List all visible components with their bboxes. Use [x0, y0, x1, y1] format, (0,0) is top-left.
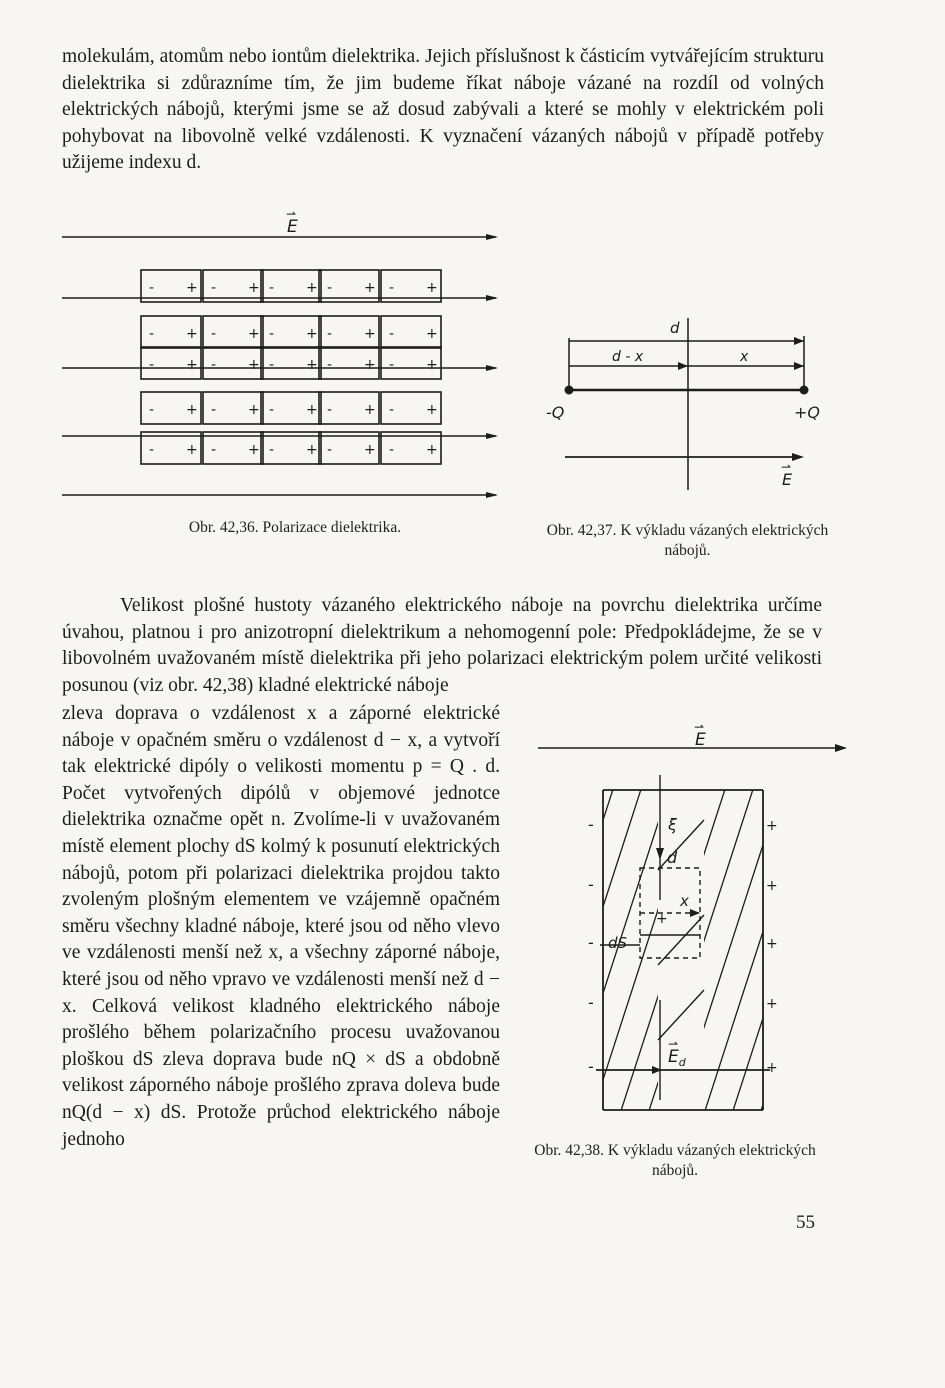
positive-charge: + — [186, 442, 198, 458]
negative-charge: - — [269, 280, 275, 296]
page-number: 55 — [796, 1212, 815, 1233]
svg-text:+: + — [656, 911, 668, 927]
negative-charge: - — [211, 326, 217, 342]
positive-charge: + — [364, 326, 376, 342]
negative-charge: - — [149, 280, 155, 296]
paragraph-surface-density: Velikost plošné hustoty vázaného elektrického náboje na povrchu dielektrika určíme úvahou, platnou i pro anizotropní dielektrikum a nehomogenní pole: Předpokládejme, že se v libovolném uvažovaném místě dielektrika při jeho polarizaci elektrickým polem určité velikosti posunou (viz obr. 42,38) kladné elektrické náboje — [62, 595, 822, 696]
negative-charge: - — [211, 402, 217, 418]
svg-text:⇀: ⇀ — [694, 720, 705, 734]
negative-charge: - — [269, 442, 275, 458]
positive-charge: + — [306, 280, 318, 296]
surface-positive-charge: + — [766, 996, 778, 1012]
negative-charge: - — [389, 326, 395, 342]
negative-charge: - — [269, 402, 275, 418]
negative-charge: - — [211, 442, 217, 458]
paragraph-intro: molekulám, atomům nebo iontům dielektrika. Jejich příslušnost k částicím vytvářejícím strukturu dielektrika si zdůrazníme tím, že jim budeme říkat náboje vázané na rozdíl od volných elektrických nábojů, kterými jsme se až dosud zabývali a které se mohly v elektrickém poli pohybovat na libovolně velké vzdálenosti. K vyznačení vázaných nábojů v případě potřeby užijeme indexu d. — [62, 46, 824, 174]
positive-charge: + — [364, 280, 376, 296]
caption-fig37: Obr. 42,37. K výkladu vázaných elektrických nábojů. — [546, 522, 829, 559]
positive-charge: + — [426, 442, 438, 458]
fig38-field-label: E — [695, 730, 706, 750]
fig38-label-ed: $E_d$ — [668, 1047, 686, 1069]
positive-charge: + — [426, 280, 438, 296]
positive-charge: + — [364, 357, 376, 373]
surface-positive-charge: + — [766, 936, 778, 952]
negative-charge: - — [211, 280, 217, 296]
negative-charge: - — [149, 442, 155, 458]
positive-charge: + — [426, 357, 438, 373]
caption-fig36: Obr. 42,36. Polarizace dielektrika. — [188, 519, 402, 536]
fig37-label-neg-q: -Q — [546, 403, 565, 422]
positive-charge: + — [248, 357, 260, 373]
negative-charge: - — [269, 357, 275, 373]
positive-charge: + — [186, 402, 198, 418]
negative-charge: - — [389, 442, 395, 458]
surface-positive-charge: + — [766, 1060, 778, 1076]
positive-charge: + — [364, 402, 376, 418]
negative-charge: - — [327, 357, 333, 373]
positive-charge: + — [306, 357, 318, 373]
positive-charge: + — [186, 357, 198, 373]
svg-text:⇀: ⇀ — [781, 460, 792, 474]
negative-charge: - — [389, 357, 395, 373]
paragraph-dipole-derivation: zleva doprava o vzdálenost x a záporné elektrické náboje v opačném směru o vzdálenost d − x, a vytvoří tak elektrické dipóly o velikosti momentu p = Q . d. Počet vytvořených dipólů v objemové jednotce dielektrika označme opět n. Zvolíme-li v uvažovaném místě element plochy dS kolmý k posunutí elektrických nábojů, potom při polarizaci dielektrika projdou takto zvoleným plošným elementem ve vzájemně opačném směru všechny kladné náboje, které jsou od něho vlevo ve vzdálenosti menší než x, a všechny záporné náboje, které jsou od něho vpravo ve vzdálenosti menší než d − x. Celková velikost kladného elektrického náboje prošlého během polarizačního procesu uvažovanou ploškou dS zleva doprava bude nQ × dS a obdobně velikost záporného náboje prošlého zprava doleva bude nQ(d − x) dS. Protože průchod elektrického náboje jednoho — [62, 703, 500, 1150]
positive-charge: + — [364, 442, 376, 458]
negative-charge: - — [389, 402, 395, 418]
negative-charge: - — [327, 326, 333, 342]
surface-negative-charge: - — [588, 1057, 594, 1076]
positive-charge: + — [426, 402, 438, 418]
fig37-label-x: x — [740, 349, 749, 365]
negative-charge: - — [211, 357, 217, 373]
surface-negative-charge: - — [588, 815, 594, 834]
surface-negative-charge: - — [588, 993, 594, 1012]
svg-text:⇀: ⇀ — [668, 1037, 679, 1051]
positive-charge: + — [248, 402, 260, 418]
positive-charge: + — [248, 280, 260, 296]
positive-charge: + — [306, 402, 318, 418]
negative-charge: - — [149, 357, 155, 373]
negative-charge: - — [149, 326, 155, 342]
positive-charge: + — [426, 326, 438, 342]
negative-charge: - — [389, 280, 395, 296]
positive-charge: + — [248, 442, 260, 458]
fig38-label-d: d — [667, 848, 678, 867]
surface-negative-charge: - — [588, 875, 594, 894]
negative-charge: - — [327, 402, 333, 418]
positive-charge: + — [186, 326, 198, 342]
fig37-label-d-minus-x: d - x — [612, 349, 644, 365]
negative-charge: - — [327, 280, 333, 296]
fig38-label-x: x — [680, 892, 689, 910]
positive-charge: + — [306, 442, 318, 458]
negative-charge: - — [149, 402, 155, 418]
surface-positive-charge: + — [766, 818, 778, 834]
positive-charge: + — [248, 326, 260, 342]
svg-text:⇀: ⇀ — [286, 207, 297, 221]
fig37-field-label: E — [782, 470, 793, 489]
positive-charge: + — [306, 326, 318, 342]
positive-charge: + — [186, 280, 198, 296]
fig37-label-d: d — [670, 319, 680, 337]
caption-fig38: Obr. 42,38. K výkladu vázaných elektrických nábojů. — [534, 1142, 816, 1179]
surface-positive-charge: + — [766, 878, 778, 894]
fig36-field-label: E — [287, 217, 298, 237]
negative-charge: - — [327, 442, 333, 458]
fig37-label-pos-q: +Q — [794, 403, 820, 422]
negative-charge: - — [269, 326, 275, 342]
surface-negative-charge: - — [588, 933, 594, 952]
fig38-label-ds: dS — [608, 934, 628, 952]
fig38-label-xi: ξ — [668, 815, 677, 834]
